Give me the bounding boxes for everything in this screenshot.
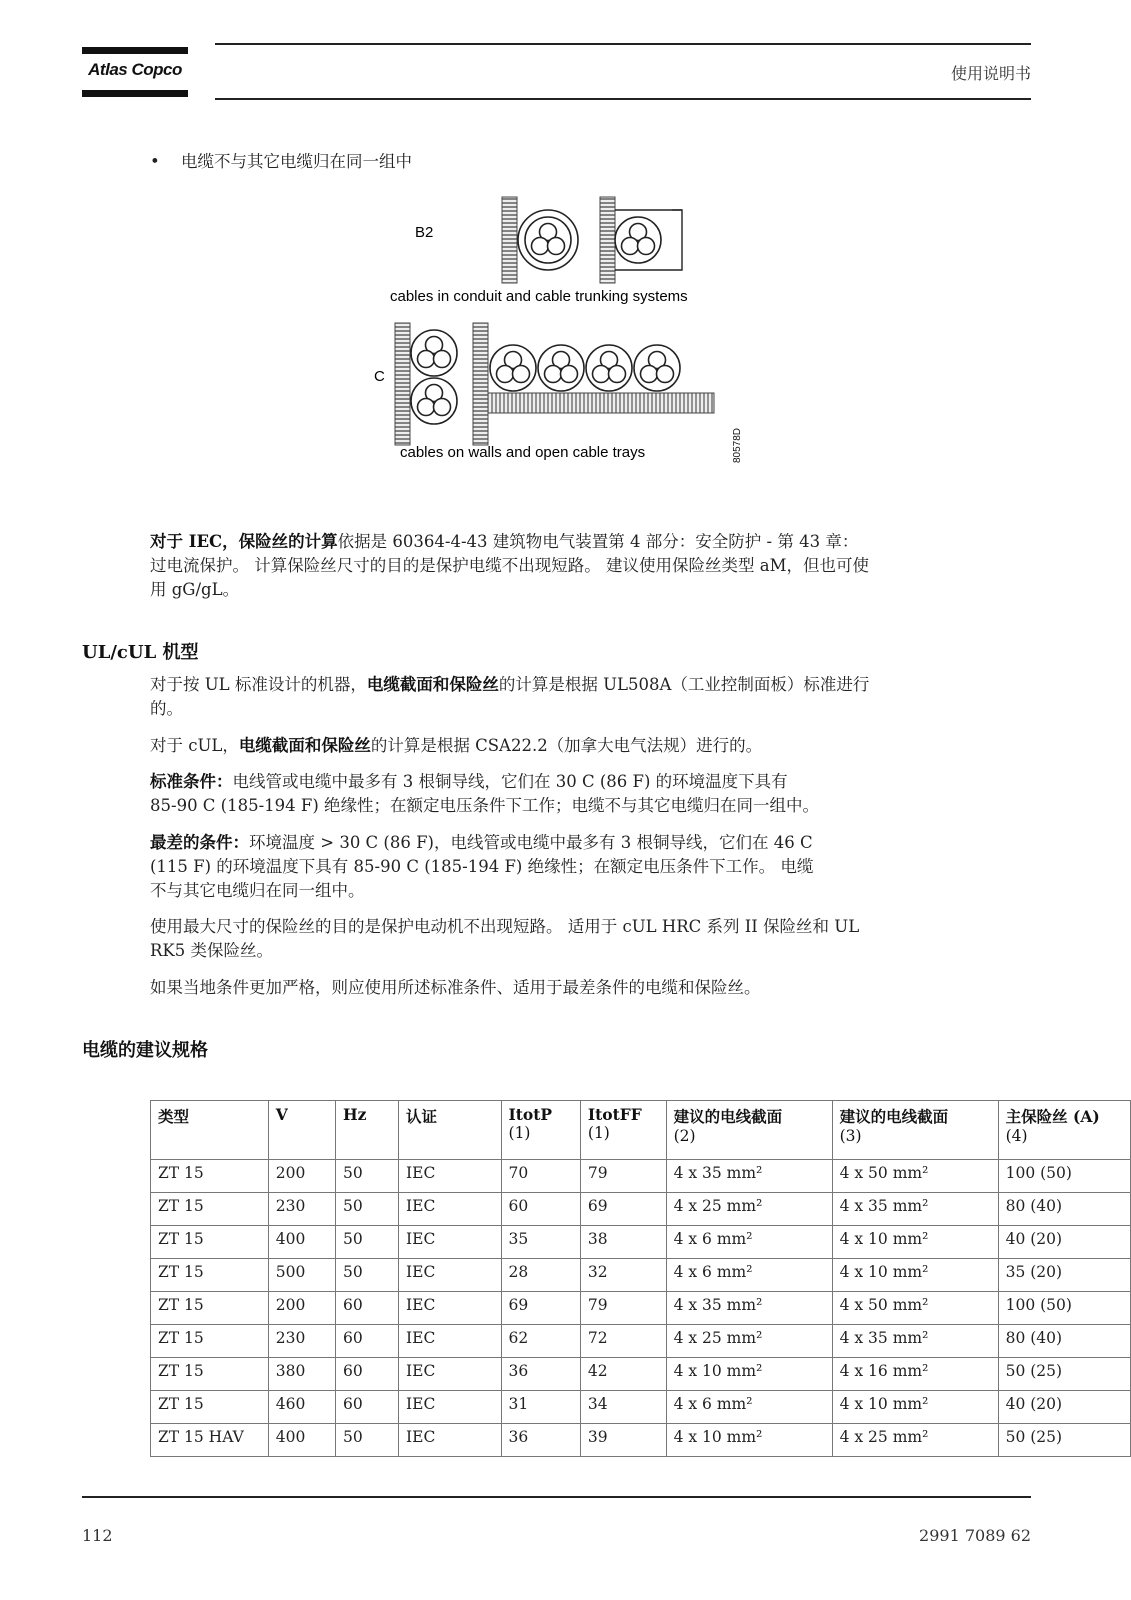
table-cell: 4 x 10 mm²	[832, 1226, 998, 1259]
ul-p1-d: 的。	[150, 699, 183, 718]
table-cell: ZT 15	[151, 1193, 269, 1226]
table-cell: 50 (25)	[998, 1424, 1130, 1457]
ul-paragraph-3	[150, 770, 1040, 818]
table-cell: 60	[335, 1358, 398, 1391]
column-header	[832, 1101, 998, 1160]
table-cell: 4 x 50 mm²	[832, 1160, 998, 1193]
table-cell: ZT 15	[151, 1292, 269, 1325]
table-row	[151, 1160, 1131, 1193]
table-cell: ZT 15	[151, 1358, 269, 1391]
figure-label-b2: B2	[415, 224, 434, 241]
table-cell: 34	[580, 1391, 666, 1424]
ul-p1-c: 的计算是根据 UL508A（工业控制面板）标准进行	[498, 675, 870, 694]
ul-p5-a: 使用最大尺寸的保险丝的目的是保护电动机不出现短路。 适用于 cUL HRC 系列 II 保险丝和 UL	[150, 917, 860, 936]
table-row	[151, 1292, 1131, 1325]
table-row	[151, 1193, 1131, 1226]
table-cell: 100 (50)	[998, 1160, 1130, 1193]
table-cell: 69	[580, 1193, 666, 1226]
figure-label-c: C	[374, 368, 385, 385]
column-header-label: 类型	[158, 1107, 190, 1126]
ul-p1-a: 对于按 UL 标准设计的机器，	[150, 675, 367, 694]
table-cell: ZT 15	[151, 1226, 269, 1259]
wall-c-left	[395, 323, 410, 445]
table-cell: 69	[501, 1292, 580, 1325]
table-cell: ZT 15 HAV	[151, 1424, 269, 1457]
column-header	[335, 1101, 398, 1160]
table-cell: 200	[268, 1160, 335, 1193]
table-cell: 50	[335, 1259, 398, 1292]
table-cell: ZT 15	[151, 1391, 269, 1424]
ul-p4-b: 环境温度 > 30 C (86 F)，电线管或电缆中最多有 3 根铜导线，它们在 46 C	[249, 833, 813, 852]
table-cell: IEC	[399, 1160, 501, 1193]
bullet-item	[150, 150, 412, 174]
wall-b2-left	[502, 197, 517, 283]
ul-paragraph-5	[150, 915, 1040, 963]
table-cell: 38	[580, 1226, 666, 1259]
table-cell: 4 x 35 mm²	[666, 1160, 832, 1193]
column-header	[151, 1101, 269, 1160]
table-cell: 4 x 35 mm²	[666, 1292, 832, 1325]
page-number: 112	[82, 1526, 113, 1545]
column-header-note: (1)	[587, 1124, 610, 1142]
table-heading: 电缆的建议规格	[82, 1040, 208, 1061]
table-cell: 72	[580, 1325, 666, 1358]
table-cell: 100 (50)	[998, 1292, 1130, 1325]
cable-on-tray-4	[634, 345, 680, 391]
table-cell: ZT 15	[151, 1259, 269, 1292]
table-cell: 50	[335, 1160, 398, 1193]
logo-bar-bottom	[82, 90, 188, 97]
table-cell: 230	[268, 1193, 335, 1226]
table-cell: 28	[501, 1259, 580, 1292]
cable-on-wall-2	[411, 378, 457, 424]
table-cell: 50	[335, 1424, 398, 1457]
footer-rule	[82, 1496, 1031, 1498]
table-cell: IEC	[399, 1292, 501, 1325]
table-cell: 50	[335, 1193, 398, 1226]
ul-p5-b: RK5 类保险丝。	[150, 941, 273, 960]
figure-code: 80578D	[732, 427, 743, 463]
table-cell: 4 x 25 mm²	[666, 1193, 832, 1226]
column-header-label: 主保险丝 (A)	[1005, 1107, 1100, 1126]
table-cell: 50	[335, 1226, 398, 1259]
ul-p2-b: 电缆截面和保险丝	[238, 736, 371, 755]
table-body	[151, 1160, 1131, 1457]
table-cell: 40 (20)	[998, 1391, 1130, 1424]
table-cell: 4 x 50 mm²	[832, 1292, 998, 1325]
table-cell: 4 x 10 mm²	[832, 1259, 998, 1292]
table-cell: 380	[268, 1358, 335, 1391]
document-title: 使用说明书	[950, 64, 1031, 83]
ul-heading: UL/cUL 机型	[82, 642, 199, 663]
column-header	[268, 1101, 335, 1160]
column-header-note: (2)	[673, 1127, 696, 1145]
table-cell: 36	[501, 1358, 580, 1391]
header-rule-bottom	[215, 98, 1031, 100]
table-cell: 79	[580, 1292, 666, 1325]
logo-bar-top	[82, 47, 188, 54]
document-number: 2991 7089 62	[919, 1526, 1031, 1545]
column-header-label: 建议的电线截面	[839, 1107, 949, 1126]
figure-caption-b2: cables in conduit and cable trunking systems	[390, 288, 688, 305]
cable-on-tray-3	[586, 345, 632, 391]
table-row	[151, 1424, 1131, 1457]
table-row	[151, 1259, 1131, 1292]
column-header-label: ItotP	[508, 1105, 553, 1124]
table-cell: 4 x 10 mm²	[666, 1424, 832, 1457]
table-cell: IEC	[399, 1424, 501, 1457]
column-header	[501, 1101, 580, 1160]
table-cell: 50 (25)	[998, 1358, 1130, 1391]
ul-paragraph-2	[150, 734, 1040, 758]
table-row	[151, 1391, 1131, 1424]
wall-b2-right	[600, 197, 615, 283]
column-header-note: (3)	[839, 1127, 862, 1145]
table-cell: 40 (20)	[998, 1226, 1130, 1259]
table-cell: 4 x 16 mm²	[832, 1358, 998, 1391]
table-cell: 4 x 6 mm²	[666, 1226, 832, 1259]
ul-p2-a: 对于 cUL，	[150, 736, 239, 755]
table-cell: 400	[268, 1226, 335, 1259]
column-header	[998, 1101, 1130, 1160]
cable-in-conduit	[525, 217, 571, 263]
table-cell: IEC	[399, 1358, 501, 1391]
table-row	[151, 1226, 1131, 1259]
column-header-note: (4)	[1005, 1127, 1028, 1145]
table-row	[151, 1325, 1131, 1358]
table-cell: IEC	[399, 1193, 501, 1226]
iec-line1: 依据是 60364-4-43 建筑物电气装置第 4 部分：安全防护 - 第 43 章：	[337, 532, 859, 551]
table-cell: IEC	[399, 1391, 501, 1424]
table-cell: 4 x 35 mm²	[832, 1193, 998, 1226]
ul-p4-d: 不与其它电缆归在同一组中。	[150, 881, 365, 900]
table-row	[151, 1358, 1131, 1391]
open-cable-tray	[488, 393, 714, 413]
cable-on-wall-1	[411, 330, 457, 376]
table-cell: 60	[335, 1292, 398, 1325]
ul-p4-c: (115 F) 的环境温度下具有 85-90 C (185-194 F) 绝缘性；在额定电压条件下工作。 电缆	[150, 857, 814, 876]
table-cell: 60	[501, 1193, 580, 1226]
table-cell: 200	[268, 1292, 335, 1325]
table-cell: 460	[268, 1391, 335, 1424]
iec-line2: 过电流保护。 计算保险丝尺寸的目的是保护电缆不出现短路。 建议使用保险丝类型 aM，但也可使	[150, 556, 869, 575]
bullet-text: 电缆不与其它电缆归在同一组中	[180, 152, 412, 171]
column-header	[580, 1101, 666, 1160]
column-header	[399, 1101, 501, 1160]
ul-p2-c: 的计算是根据 CSA22.2（加拿大电气法规）进行的。	[370, 736, 763, 755]
table-cell: 35 (20)	[998, 1259, 1130, 1292]
wall-c-right	[473, 323, 488, 445]
iec-paragraph	[150, 530, 1040, 602]
table-cell: 79	[580, 1160, 666, 1193]
table-cell: 4 x 10 mm²	[666, 1358, 832, 1391]
table-cell: 80 (40)	[998, 1325, 1130, 1358]
column-header-label: 建议的电线截面	[673, 1107, 783, 1126]
table-cell: IEC	[399, 1226, 501, 1259]
table-cell: ZT 15	[151, 1325, 269, 1358]
header-rule-top	[215, 43, 1031, 45]
cable-spec-table	[150, 1100, 1131, 1457]
cable-in-trunking	[615, 217, 661, 263]
bullet-symbol: •	[150, 152, 160, 171]
column-header-label: 认证	[406, 1107, 438, 1126]
ul-paragraph-1	[150, 673, 1040, 721]
cable-installation-figure	[370, 185, 750, 475]
table-cell: 60	[335, 1325, 398, 1358]
logo-text: Atlas Copco	[88, 60, 182, 79]
column-header-label: ItotFF	[587, 1105, 642, 1124]
ul-p3-c: 85-90 C (185-194 F) 绝缘性；在额定电压条件下工作；电缆不与其它电缆归在同一组中。	[150, 796, 820, 815]
table-cell: 70	[501, 1160, 580, 1193]
table-cell: 4 x 25 mm²	[832, 1424, 998, 1457]
table-cell: 4 x 6 mm²	[666, 1391, 832, 1424]
table-cell: 500	[268, 1259, 335, 1292]
table-cell: 32	[580, 1259, 666, 1292]
figure-caption-c: cables on walls and open cable trays	[400, 444, 646, 461]
table-cell: 60	[335, 1391, 398, 1424]
table-cell: 31	[501, 1391, 580, 1424]
column-header-note: (1)	[508, 1124, 531, 1142]
column-header-label: V	[275, 1105, 288, 1124]
table-cell: 4 x 6 mm²	[666, 1259, 832, 1292]
ul-p1-b: 电缆截面和保险丝	[366, 675, 499, 694]
table-cell: 4 x 25 mm²	[666, 1325, 832, 1358]
table-cell: 4 x 10 mm²	[832, 1391, 998, 1424]
column-header	[666, 1101, 832, 1160]
table-cell: 39	[580, 1424, 666, 1457]
iec-lead: 对于 IEC，保险丝的计算	[150, 532, 338, 551]
table-cell: 42	[580, 1358, 666, 1391]
table-cell: 230	[268, 1325, 335, 1358]
column-header-label: Hz	[342, 1105, 367, 1124]
ul-paragraph-6: 如果当地条件更加严格，则应使用所述标准条件、适用于最差条件的电缆和保险丝。	[150, 978, 761, 997]
ul-paragraph-4	[150, 831, 1040, 903]
iec-line3: 用 gG/gL。	[150, 580, 240, 599]
table-cell: IEC	[399, 1325, 501, 1358]
table-cell: 35	[501, 1226, 580, 1259]
table-header-row	[151, 1101, 1131, 1160]
cable-on-tray-2	[538, 345, 584, 391]
table-cell: 36	[501, 1424, 580, 1457]
table-cell: 4 x 35 mm²	[832, 1325, 998, 1358]
table-cell: 62	[501, 1325, 580, 1358]
table-cell: 400	[268, 1424, 335, 1457]
table-cell: ZT 15	[151, 1160, 269, 1193]
brand-logo	[82, 47, 188, 99]
cable-on-tray-1	[490, 345, 536, 391]
ul-p4-a: 最差的条件：	[150, 833, 249, 852]
ul-p3-b: 电线管或电缆中最多有 3 根铜导线，它们在 30 C (86 F) 的环境温度下具有	[232, 772, 788, 791]
table-cell: IEC	[399, 1259, 501, 1292]
table-cell: 80 (40)	[998, 1193, 1130, 1226]
ul-p3-a: 标准条件：	[150, 772, 233, 791]
